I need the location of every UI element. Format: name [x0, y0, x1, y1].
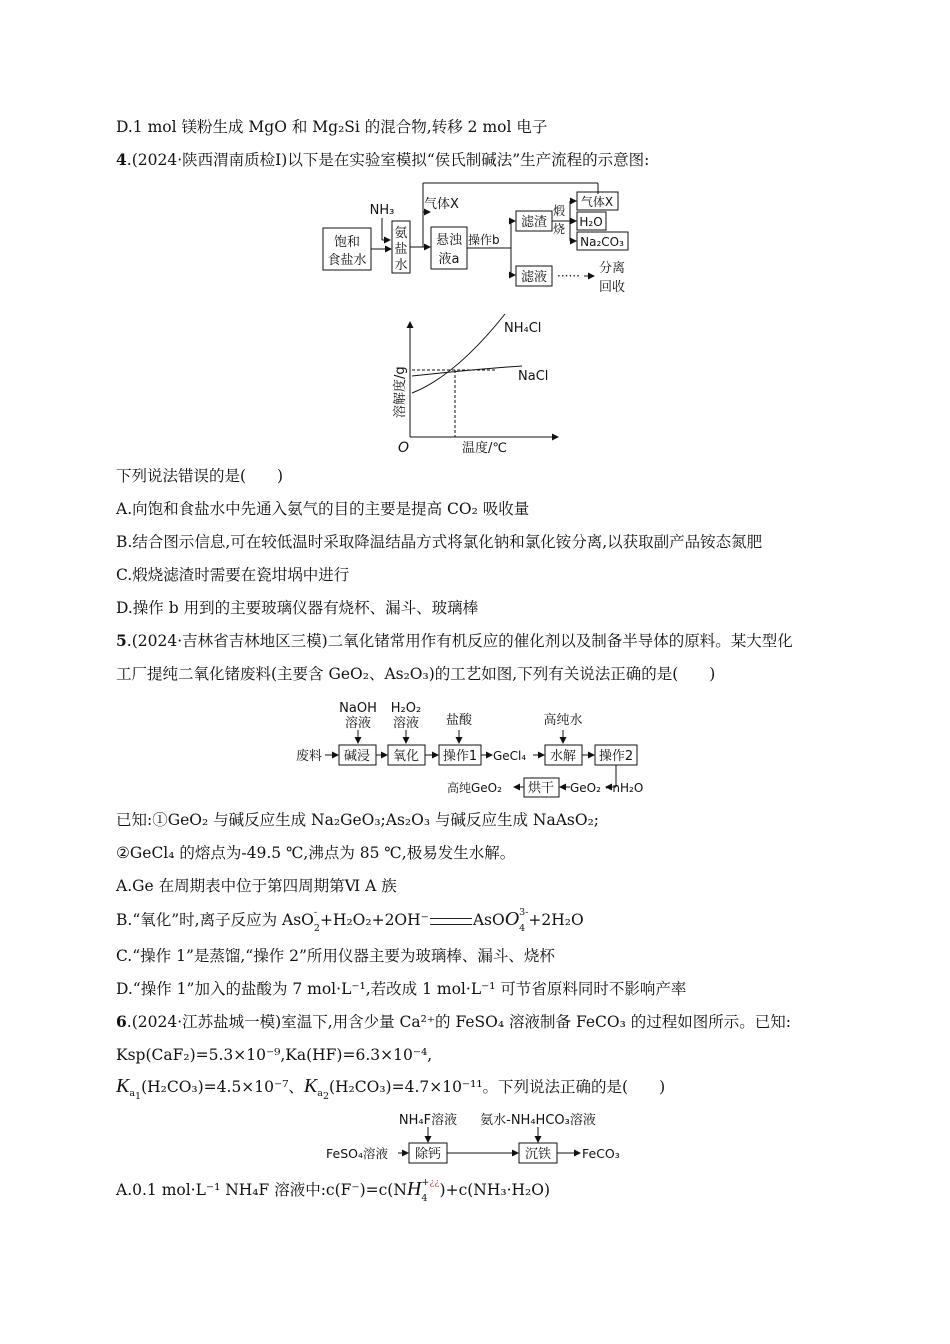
q5-option-b: B.“氧化”时,离子反应为 AsO- $_2$+H₂O₂+2OH⁻ AsOO$^{3-}$ $_4$ +2H₂O: [116, 906, 584, 934]
q3-option-d: D.1 mol 镁粉生成 MgO 和 Mg₂Si 的混合物,转移 2 mol 电子: [116, 118, 548, 136]
svg-text:操作b: 操作b: [468, 233, 500, 247]
q5-stem-text1: .(2024·吉林省吉林地区三模)二氧化锗常用作有机反应的催化剂以及制备半导体的原料。某大型化: [126, 632, 793, 650]
svg-text:GeO₂ · nH₂O: GeO₂ · nH₂O: [570, 781, 644, 795]
svg-text:除钙: 除钙: [414, 1147, 442, 1162]
q5-option-a: A.Ge 在周期表中位于第四周期第Ⅵ A 族: [116, 877, 397, 895]
svg-text:水: 水: [394, 258, 408, 273]
q5-box-oxidation: [388, 745, 425, 765]
q4-option-a: A.向饱和食盐水中先通入氨气的目的主要是提高 CO₂ 吸收量: [116, 500, 530, 518]
svg-text:水解: 水解: [549, 749, 577, 764]
q4-box-h2o: [577, 212, 606, 230]
q6-constants-line2: $K_{a_1}(H_2CO_3)=4.5\times 10^{-7}$、$K_{a_2}(H_2CO_3)=4.7\times 10^{-11}$。下列说法正确的是( ): [116, 1075, 666, 1102]
q4-number: 4: [116, 150, 127, 169]
svg-text:碱浸: 碱浸: [343, 749, 371, 764]
svg-text:悬浊: 悬浊: [435, 233, 463, 248]
svg-text:FeCO₃: FeCO₃: [582, 1146, 620, 1161]
svg-text:气体X: 气体X: [424, 197, 459, 212]
q4-box-suspension: [431, 227, 467, 269]
svg-text:盐酸: 盐酸: [445, 713, 473, 728]
chart-label-nacl: NaCl: [518, 369, 549, 384]
q4-question: 下列说法错误的是( ): [116, 467, 284, 485]
svg-text:煅: 煅: [552, 204, 566, 218]
svg-text:滤渣: 滤渣: [520, 215, 548, 230]
q4-box-filtrate: [516, 266, 552, 286]
svg-text:氨: 氨: [394, 226, 408, 241]
svg-text:高纯水: 高纯水: [543, 713, 583, 728]
q6-stem-text: .(2024·江苏盐城一模)室温下,用含少量 Ca²⁺的 FeSO₄ 溶液制备 FeCO₃ 的过程如图所示。已知:: [126, 1013, 791, 1031]
svg-text:H₂O: H₂O: [579, 215, 603, 229]
svg-text:操作1: 操作1: [442, 749, 478, 764]
q5-number: 5: [116, 631, 127, 650]
svg-text:高纯GeO₂: 高纯GeO₂: [447, 781, 502, 795]
svg-text:气体X: 气体X: [580, 195, 614, 209]
svg-text:烘干: 烘干: [527, 781, 555, 796]
q5-stem-line2: 工厂提纯二氧化锗废料(主要含 GeO₂、As₂O₃)的工艺如图,下列有关说法正确的是( ): [116, 665, 716, 683]
svg-text:操作2: 操作2: [598, 749, 634, 764]
q5-box-drying: [524, 778, 559, 797]
q6-number: 6: [116, 1012, 127, 1031]
q5-option-d: D.“操作 1”加入的盐酸为 7 mol·L⁻¹,若改成 1 mol·L⁻¹ 可节省原料同时不影响产率: [116, 980, 687, 998]
q5-option-c: C.“操作 1”是蒸馏,“操作 2”所用仪器主要为玻璃棒、漏斗、烧杯: [116, 947, 555, 965]
q4-box-gas-x: [577, 192, 618, 210]
svg-text:氧化: 氧化: [392, 749, 420, 764]
q6-option-a: A.0.1 mol·L⁻¹ NH₄F 溶液中:c(F⁻)=c(NH+¿¿ $_4$ )+c(NH₃·H₂O): [116, 1176, 550, 1204]
q5-box-alkali-leach: [339, 745, 376, 765]
svg-text:废料: 废料: [296, 749, 323, 764]
svg-text:沉铁: 沉铁: [524, 1147, 552, 1162]
q4-option-b: B.结合图示信息,可在较低温时采取降温结晶方式将氯化钠和氯化铵分离,以获取副产品铵态氮肥: [116, 533, 763, 551]
chart-series-nh4cl: [412, 314, 505, 393]
svg-text:FeSO₄溶液: FeSO₄溶液: [326, 1146, 388, 1161]
chart-series-nacl: [412, 366, 522, 376]
q5-box-operation1: [439, 745, 481, 765]
svg-text:盐: 盐: [394, 242, 408, 257]
svg-text:GeCl₄: GeCl₄: [493, 749, 527, 763]
svg-text:分离: 分离: [599, 261, 626, 276]
svg-text:······: ······: [557, 269, 580, 283]
q6-constants-line1: Ksp(CaF₂)=5.3×10⁻⁹,Ka(HF)=6.3×10⁻⁴,: [116, 1046, 433, 1064]
q5-stem-line1: [116, 630, 793, 652]
svg-text:回收: 回收: [599, 280, 626, 295]
svg-text:氨水-NH₄HCO₃溶液: 氨水-NH₄HCO₃溶液: [480, 1113, 596, 1128]
q6-stem: [116, 1011, 791, 1033]
q5-box-hydrolysis: [545, 745, 582, 765]
svg-text:NaOH: NaOH: [339, 701, 377, 716]
svg-text:溶液: 溶液: [392, 716, 420, 731]
svg-text:H₂O₂: H₂O₂: [390, 701, 422, 716]
svg-text:烧: 烧: [552, 222, 566, 236]
q4-box-residue: [516, 211, 552, 231]
chart-y-label: 溶解度/g: [393, 366, 408, 418]
svg-text:NH₄F溶液: NH₄F溶液: [398, 1113, 458, 1128]
q4-option-c: C.煅烧滤渣时需要在瓷坩埚中进行: [116, 566, 350, 584]
q6-box-decalcify: [409, 1143, 447, 1163]
q4-option-d: D.操作 b 用到的主要玻璃仪器有烧杯、漏斗、玻璃棒: [116, 599, 479, 617]
q4-box-na2co3: [577, 232, 628, 250]
q5-known-1: 已知:①GeO₂ 与碱反应生成 Na₂GeO₃;As₂O₃ 与碱反应生成 NaAsO₂;: [116, 811, 599, 829]
q4-stem-text: .(2024·陕西渭南质检Ⅰ)以下是在实验室模拟“侯氏制碱法”生产流程的示意图:: [126, 151, 650, 169]
chart-label-nh4cl: NH₄Cl: [504, 321, 542, 336]
q5-known-2: ②GeCl₄ 的熔点为-49.5 ℃,沸点为 85 ℃,极易发生水解。: [116, 844, 516, 862]
q6-box-precipitate-iron: [519, 1143, 557, 1163]
svg-text:Na₂CO₃: Na₂CO₃: [580, 235, 624, 249]
q4-box-brine: [323, 228, 371, 270]
chart-x-label: 温度/℃: [462, 441, 507, 456]
svg-text:液a: 液a: [438, 252, 460, 267]
q4-box-ammonia-brine: [392, 221, 410, 273]
q5-box-operation2: [595, 745, 637, 765]
svg-text:食盐水: 食盐水: [327, 253, 367, 268]
svg-text:滤液: 滤液: [520, 270, 548, 285]
svg-text:饱和: 饱和: [333, 235, 361, 250]
q4-stem: [116, 149, 649, 171]
chart-origin: O: [398, 440, 410, 456]
svg-text:NH₃: NH₃: [369, 203, 395, 218]
svg-text:溶液: 溶液: [344, 716, 372, 731]
equals-sign: [430, 918, 472, 925]
